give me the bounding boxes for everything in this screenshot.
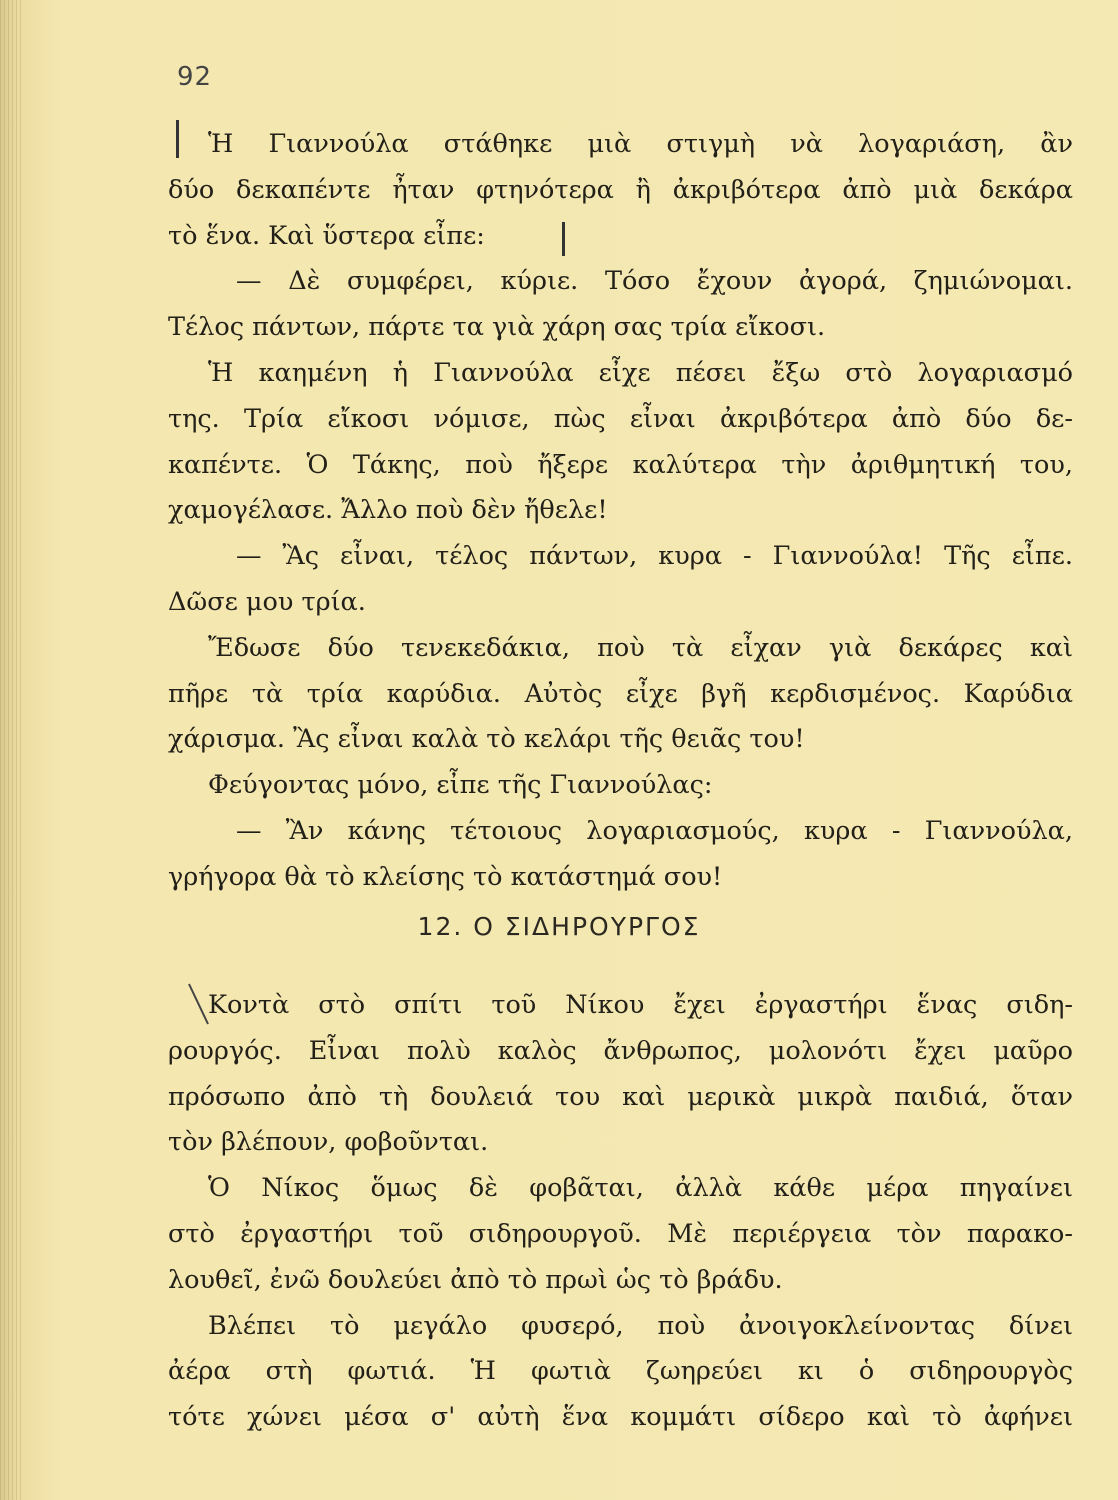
text-line: της. Τρία εἴκοσι νόμισε, πὼς εἶναι ἀκριβότερα ἀπὸ δύο δε- (168, 403, 1073, 434)
text-line: Τέλος πάντων, πάρτε τα γιὰ χάρη σας τρία εἴκοσι. (168, 312, 826, 343)
page-binding-edge (0, 0, 24, 1500)
chapter-heading: 12. Ο ΣΙΔΗΡΟΥΡΓΟΣ (417, 912, 701, 941)
text-section-one (168, 122, 1073, 901)
text-line: Δῶσε μου τρία. (168, 586, 366, 617)
text-line: χάρισμα. Ἂς εἶναι καλὰ τὸ κελάρι τῆς θειᾶς του! (168, 724, 805, 755)
text-line: Ὁ Νίκος ὅμως δὲ φοβᾶται, ἀλλὰ κάθε μέρα πηγαίνει (208, 1173, 1073, 1204)
text-line: Φεύγοντας μόνο, εἶπε τῆς Γιαννούλας: (208, 770, 713, 801)
text-line: ἀέρα στὴ φωτιά. Ἡ φωτιὰ ζωηρεύει κι ὁ σιδηρουργὸς (168, 1356, 1073, 1387)
text-line: ρουργός. Εἶναι πολὺ καλὸς ἄνθρωπος, μολονότι ἔχει μαῦρο (168, 1035, 1073, 1066)
text-line: τότε χώνει μέσα σ' αὐτὴ ἕνα κομμάτι σίδερο καὶ τὸ ἀφήνει (168, 1402, 1073, 1433)
text-line: Ἡ Γιαννούλα στάθηκε μιὰ στιγμὴ νὰ λογαριάση, ἂν (208, 129, 1073, 159)
page-number: 92 (177, 62, 213, 92)
text-line: λουθεῖ, ἐνῶ δουλεύει ἀπὸ τὸ πρωὶ ὡς τὸ βράδυ. (168, 1264, 783, 1295)
text-section-two (168, 983, 1073, 1441)
text-line: πρόσωπο ἀπὸ τὴ δουλειά του καὶ μερικὰ μικρὰ παιδιά, ὅταν (168, 1081, 1073, 1112)
text-line: τὸν βλέπουν, φοβοῦνται. (168, 1127, 489, 1158)
text-line: — Ἂν κάνης τέτοιους λογαριασμούς, κυρα - Γιαννούλα, (236, 815, 1073, 846)
text-line: χαμογέλασε. Ἄλλο ποὺ δὲν ἤθελε! (168, 495, 608, 526)
text-line: Ἡ καημένη ἡ Γιαννούλα εἶχε πέσει ἔξω στὸ λογαριασμό (208, 357, 1073, 388)
text-line: γρήγορα θὰ τὸ κλείσης τὸ κατάστημά σου! (168, 861, 723, 892)
text-line: — Δὲ συμφέρει, κύριε. Τόσο ἔχουν ἀγορά, ζημιώνομαι. (236, 266, 1073, 297)
text-line: Βλέπει τὸ μεγάλο φυσερό, ποὺ ἀνοιγοκλείνοντας δίνει (208, 1310, 1073, 1341)
text-line: πῆρε τὰ τρία καρύδια. Αὐτὸς εἶχε βγῆ κερδισμένος. Καρύδια (168, 678, 1073, 709)
text-line: — Ἂς εἶναι, τέλος πάντων, κυρα - Γιαννούλα! Τῆς εἶπε. (236, 541, 1073, 572)
text-line: Ἔδωσε δύο τενεκεδάκια, ποὺ τὰ εἶχαν γιὰ δεκάρες καὶ (208, 632, 1073, 663)
text-line: καπέντε. Ὁ Τάκης, ποὺ ἤξερε καλύτερα τὴν ἀριθμητική του, (168, 449, 1073, 480)
text-line: τὸ ἕνα. Καὶ ὕστερα εἶπε: (168, 220, 485, 251)
text-line: Κοντὰ στὸ σπίτι τοῦ Νίκου ἔχει ἐργαστήρι ἕνας σιδη- (208, 990, 1073, 1020)
text-line: δύο δεκαπέντε ἦταν φτηνότερα ἢ ἀκριβότερα ἀπὸ μιὰ δεκάρα (168, 174, 1073, 205)
text-line: στὸ ἐργαστήρι τοῦ σιδηρουργοῦ. Μὲ περιέργεια τὸν παρακο- (168, 1218, 1073, 1249)
